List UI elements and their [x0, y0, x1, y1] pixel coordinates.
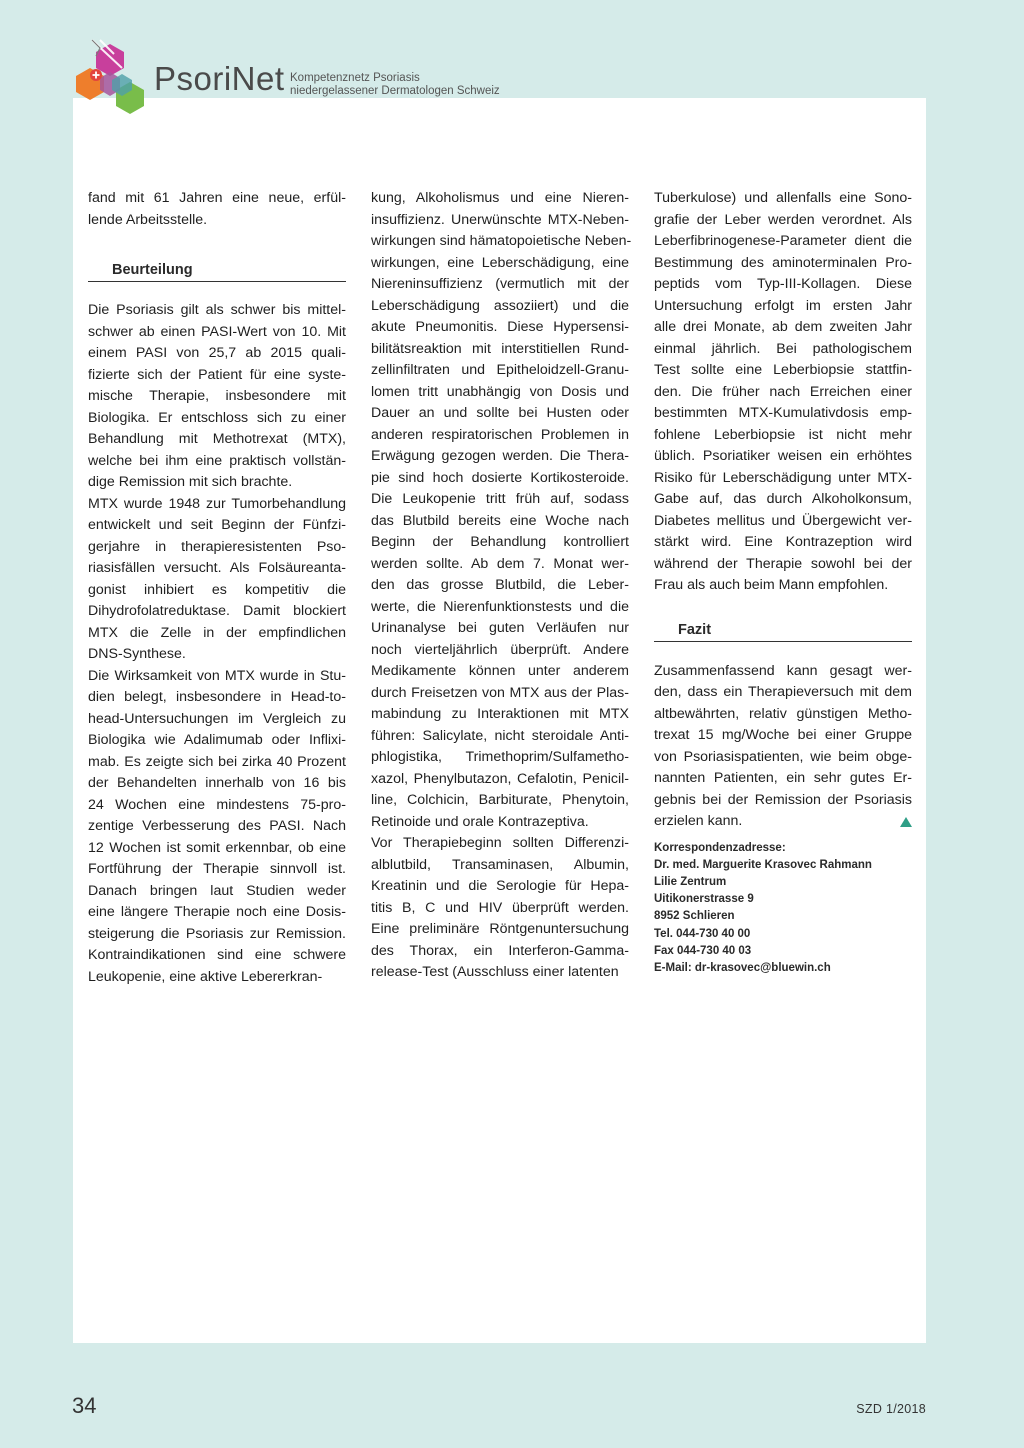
paragraph: [654, 188, 912, 597]
closing-line: [654, 811, 912, 833]
paragraph: [88, 188, 346, 231]
section-heading: Fazit: [654, 620, 912, 642]
logo-hexagons-icon: [70, 34, 152, 124]
text-line: MTX wurde 1948 zur Tumorbehandlung: [88, 495, 346, 512]
text-line: der Behandelten innerhalb von 16 bis: [88, 775, 346, 791]
contact-line: Dr. med. Marguerite Krasovec Rahmann: [654, 858, 872, 871]
text-line: Diabetes mellitus und Übergewicht ver-: [654, 512, 912, 529]
text-line: Medikamente können unter anderem: [371, 663, 629, 679]
contact-block: [654, 840, 912, 978]
text-line: mische Therapie, insbesondere mit: [88, 388, 346, 404]
tagline-line-1: Kompetenznetz Psoriasis: [290, 72, 420, 84]
text-line: gerjahre in therapieresistenten Pso-: [88, 538, 346, 555]
text-line: lomen tritt unabhängig von Dosis und: [371, 383, 629, 400]
text-line: wirkungen, eine Leberschädigung, eine: [371, 254, 629, 271]
text-line: fohlene Leberbiopsie ist nicht mehr: [654, 426, 912, 443]
text-line: alle drei Monate, ab dem zweiten Jahr: [654, 319, 912, 335]
text-line: dige Remission mit sich brachte.: [88, 474, 293, 490]
text-line: werden sollte. Ab dem 7. Monat wer-: [371, 555, 629, 572]
text-line: Retinoide und orale Kontrazeptiva.: [371, 813, 589, 830]
text-line: Kontraindikationen sind eine schwere: [88, 947, 346, 963]
page-number: 34: [72, 1393, 97, 1418]
text-line: Tuberkulose) und allenfalls eine Sono-: [654, 190, 912, 206]
text-line: werte, die Nierenfunktionstests und die: [371, 598, 629, 615]
text-line: gonist inhibiert es kompetitiv die: [88, 581, 346, 598]
section-heading: Beurteilung: [88, 260, 346, 282]
text-line: pie sind hoch dosierte Kortikosteroide.: [371, 469, 629, 486]
text-line: Dauer an und sollte bei Husten oder: [371, 405, 629, 421]
tagline-line-2: niedergelassener Dermatologen Schweiz: [290, 85, 500, 97]
contact-line: Uitikonerstrasse 9: [654, 893, 754, 906]
text-line: peptids vom Typ-III-Kollagen. Diese: [654, 276, 912, 292]
contact-line: Lilie Zentrum: [654, 875, 727, 888]
text-line: nannten Patienten, ein sehr gutes Er-: [654, 770, 912, 786]
text-line: einem PASI von 25,7 ab 2015 quali-: [88, 345, 346, 361]
text-line: üblich. Psoriatiker weisen ein erhöhtes: [654, 448, 912, 464]
text-line: head-Untersuchungen im Vergleich zu: [88, 710, 346, 727]
issue-label: SZD 1/2018: [856, 1402, 926, 1416]
text-line: entwickelt und seit Beginn der Fünfzi-: [88, 517, 346, 533]
text-line: eine längere Therapie noch eine Dosis-: [88, 904, 346, 920]
text-line: während der Therapie sowohl bei der: [654, 555, 912, 572]
text-line: erzielen kann.: [654, 813, 743, 829]
text-line: das Blutbild bereits eine Woche nach: [371, 512, 629, 529]
text-column-1: [88, 188, 346, 988]
text-line: altbewährten, relativ günstigen Metho-: [654, 705, 912, 722]
text-line: Test sollte eine Leberbiopsie stattfin-: [654, 362, 912, 378]
text-line: Niereninsuffizienz (vermutlich mit der: [371, 276, 629, 292]
text-line: mab. Es zeigte sich bei zirka 40 Prozent: [88, 753, 346, 770]
text-line: den, dass ein Therapieversuch mit dem: [654, 684, 912, 700]
text-line: Die Psoriasis gilt als schwer bis mittel-: [88, 302, 346, 318]
text-line: lende Arbeitsstelle.: [88, 211, 208, 228]
text-line: trexat 15 mg/Woche bei einer Gruppe: [654, 727, 912, 743]
text-line: Risiko für Leberschädigung unter MTX-: [654, 469, 912, 486]
text-line: schwer ab einen PASI-Wert von 10. Mit: [88, 323, 346, 340]
text-line: wirkungen sind hämatopoietische Neben-: [371, 233, 632, 249]
paragraph: [371, 833, 629, 984]
text-line: stärkt wird. Eine Kontrazeption wird: [654, 534, 912, 550]
text-line: welche bei ihm eine praktisch vollstän-: [88, 452, 346, 469]
text-line: bilitätsreaktion mit interstitiellen Rund-: [371, 340, 629, 357]
text-line: 12 Wochen ist somit erkennbar, ob eine: [88, 839, 346, 856]
text-line: Die Leukopenie tritt früh auf, sodass: [371, 491, 629, 507]
text-line: MTX die Zelle in der empfindlichen: [88, 624, 346, 641]
text-line: akute Pneumonitis. Diese Hypersensi-: [371, 319, 629, 335]
paragraph: [88, 666, 346, 989]
text-column-3: [654, 188, 912, 977]
text-line: steigerung die Psoriasis zur Remission.: [88, 925, 346, 942]
contact-line: 8952 Schlieren: [654, 910, 735, 923]
text-line: führen: Salicylate, nicht steroidale Anti-: [371, 727, 629, 744]
text-line: riasisfällen versucht. Als Folsäureanta-: [88, 560, 346, 576]
text-line: Vor Therapiebeginn sollten Differenzi-: [371, 835, 629, 851]
text-line: den. Die früher nach Erreichen einer: [654, 383, 912, 400]
text-line: Untersuchung erfolgt im ersten Jahr: [654, 297, 912, 314]
text-line: phlogistika, Trimethoprim/Sulfametho-: [371, 749, 629, 765]
text-line: titis B, C und HIV überprüft werden.: [371, 899, 629, 916]
text-line: line, Colchicin, Barbiturate, Phenytoin,: [371, 792, 629, 808]
text-line: des Thorax, ein Interferon-Gamma-: [371, 942, 629, 959]
text-line: Erwägung gezogen werden. Die Thera-: [371, 448, 629, 464]
contact-line: E-Mail: dr-krasovec@bluewin.ch: [654, 961, 831, 974]
text-line: noch vierteljährlich überprüft. Andere: [371, 641, 629, 658]
text-line: Leberschädigung assoziiert) und die: [371, 297, 629, 314]
contact-heading: Korrespondenzadresse:: [654, 841, 786, 854]
text-line: einmal jährlich. Bei pathologischem: [654, 340, 912, 357]
text-line: fand mit 61 Jahren eine neue, erfül-: [88, 190, 346, 206]
text-line: Eine preliminäre Röntgenuntersuchung: [371, 921, 629, 937]
text-line: bestimmten MTX-Kumulativdosis emp-: [654, 405, 912, 421]
text-line: Kreatinin und die Serologie für Hepa-: [371, 878, 629, 894]
paragraph: [88, 494, 346, 666]
contact-line: Fax 044-730 40 03: [654, 944, 752, 957]
text-line: release-Test (Ausschluss einer latenten: [371, 964, 619, 980]
text-line: Leberfibrinogenese-Parameter dient die: [654, 233, 912, 249]
text-line: anderen respiratorischen Problemen in: [371, 426, 629, 443]
text-line: Gabe auf, das durch Alkoholkonsum,: [654, 491, 912, 507]
text-line: Frau als auch beim Mann empfohlen.: [654, 577, 889, 593]
paragraph: [654, 661, 912, 833]
contact-line: Tel. 044-730 40 00: [654, 927, 751, 940]
text-line: den das grosse Blutbild, die Leber-: [371, 577, 629, 593]
text-line: Biologika. Er entschloss sich zu einer: [88, 409, 346, 426]
text-line: DNS-Synthese.: [88, 646, 186, 662]
text-line: Leukopenie, eine aktive Lebererkran-: [88, 968, 323, 985]
text-line: grafie der Leber werden verordnet. Als: [654, 211, 912, 228]
text-line: Biologika wie Adalimumab oder Inflixi-: [88, 732, 346, 748]
brand-name: PsoriNet: [154, 60, 285, 97]
text-line: Die Wirksamkeit von MTX wurde in Stu-: [88, 667, 346, 684]
text-line: mabindung zu Interaktionen mit MTX: [371, 706, 629, 722]
text-line: zentige Verbesserung des PASI. Nach: [88, 818, 346, 834]
paragraph: [88, 300, 346, 494]
text-line: kung, Alkoholismus und eine Nieren-: [371, 190, 629, 206]
text-line: Beginn der Behandlung kontrolliert: [371, 534, 629, 550]
text-line: durch Freisetzen von MTX aus der Plas-: [371, 684, 629, 701]
text-line: Zusammenfassend kann gesagt wer-: [654, 662, 912, 679]
paragraph: [371, 188, 632, 833]
text-line: gebnis bei der Remission der Psoriasis: [654, 791, 912, 808]
text-line: insuffizienz. Unerwünschte MTX-Neben-: [371, 211, 629, 228]
text-column-2: [371, 188, 632, 984]
end-of-article-triangle-icon: [900, 817, 912, 827]
text-line: Danach bringen laut Studien weder: [88, 882, 346, 899]
text-line: fizierte sich der Patient für eine syste-: [88, 366, 346, 383]
text-line: 24 Wochen eine mindestens 75-pro-: [88, 796, 346, 813]
text-line: Bestimmung des aminoterminalen Pro-: [654, 254, 912, 271]
text-line: von Psoriasispatienten, wie beim obge-: [654, 748, 912, 765]
text-line: Urinanalyse bei guten Verläufen nur: [371, 620, 629, 636]
text-line: Fortführung der Therapie sinnvoll ist.: [88, 861, 346, 877]
text-line: dien belegt, insbesondere in Head-to-: [88, 689, 346, 705]
text-line: alblutbild, Transaminasen, Albumin,: [371, 856, 629, 873]
text-line: Behandlung mit Methotrexat (MTX),: [88, 431, 346, 447]
tagline: [290, 72, 500, 98]
text-line: xazol, Phenylbutazon, Cefalotin, Penicil-: [371, 770, 629, 787]
text-line: Dihydrofolatreduktase. Damit blockiert: [88, 603, 346, 619]
text-line: zellinfiltraten und Epitheloidzell-Granu-: [371, 362, 629, 378]
